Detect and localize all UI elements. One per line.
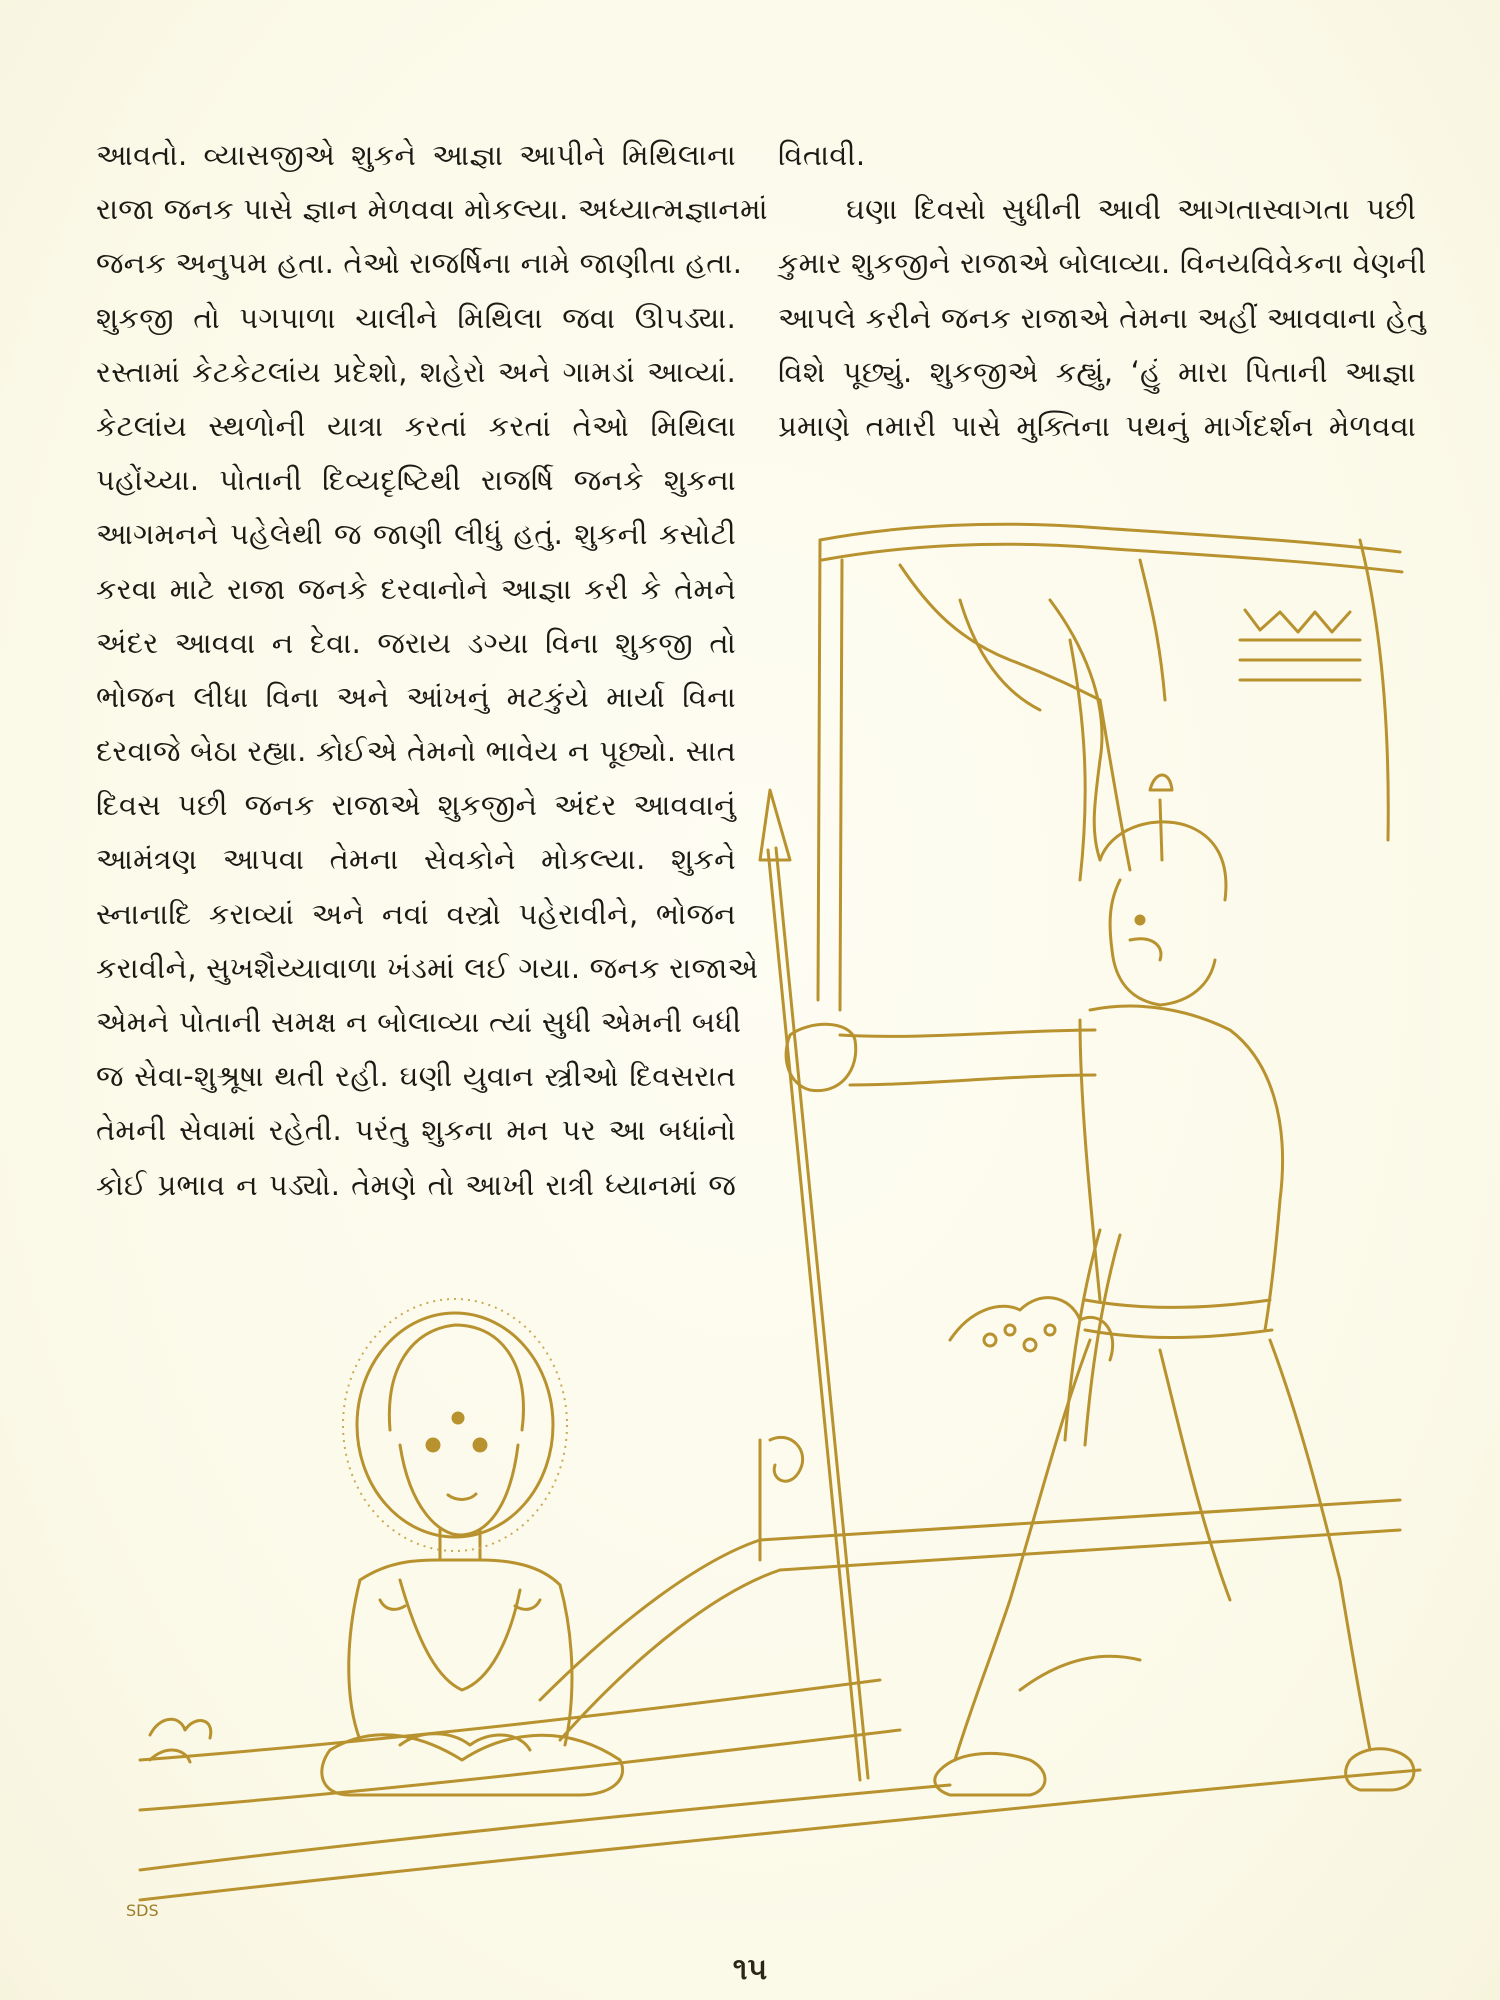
text-line: સ્નાનાદિ કરાવ્યાં અને નવાં વસ્ત્રો પહેરાવીને, ભોજન	[96, 896, 736, 931]
foliage-drawing	[150, 1298, 1113, 1762]
standing-guard-drawing	[760, 775, 1414, 1795]
text-line: આગમનને પહેલેથી જ જાણી લીધું હતું. શુકની કસોટી	[96, 517, 736, 552]
halo-drawing	[343, 1299, 567, 1551]
text-line: આપલે કરીને જનક રાજાએ તેમના અહીં આવવાના હેતુ	[778, 300, 1427, 335]
text-line: કેટલાંય સ્થળોની યાત્રા કરતાં કરતાં તેઓ મિથિલા	[96, 408, 736, 443]
text-line: જનક અનુપમ હતા. તેઓ રાજર્ષિના નામે જાણીતા હતા.	[96, 246, 743, 281]
seated-shuka-drawing	[322, 1313, 623, 1795]
text-line: વિશે પૂછ્યું. શુકજીએ કહ્યું, ‘હું મારા પિતાની આજ્ઞા	[778, 354, 1416, 389]
text-line: શુકજી તો પગપાળા ચાલીને મિથિલા જવા ઊપડ્યા.	[96, 300, 736, 335]
text-line: રાજા જનક પાસે જ્ઞાન મેળવવા મોકલ્યા. અધ્યાત્મજ્ઞાનમાં	[96, 192, 768, 227]
text-line: કરવા માટે રાજા જનકે દરવાનોને આજ્ઞા કરી કે તેમને	[96, 571, 736, 606]
text-line: આમંત્રણ આપવા તેમના સેવકોને મોકલ્યા. શુકને	[96, 842, 736, 877]
text-line: કરાવીને, સુખશૈય્યાવાળા ખંડમાં લઈ ગયા. જનક રાજાએ	[96, 950, 759, 985]
text-line: વિતાવી.	[778, 138, 866, 172]
floor-lines-drawing	[140, 1437, 1420, 1900]
text-line: પ્રમાણે તમારી પાસે મુક્તિના પથનું માર્ગદર્શન મેળવવા	[778, 408, 1416, 443]
text-line: દરવાજે બેઠા રહ્યા. કોઈએ તેમનો ભાવેય ન પૂછ્યો. સાત	[96, 734, 736, 769]
text-line: કોઈ પ્રભાવ ન પડ્યો. તેમણે તો આખી રાત્રી ધ્યાનમાં જ	[96, 1167, 736, 1202]
text-line: ભોજન લીધા વિના અને આંખનું મટકુંયે માર્યા વિના	[96, 679, 736, 714]
text-line: જ સેવા-શુશ્રૂષા થતી રહી. ઘણી યુવાન સ્ત્રીઓ દિવસરાત	[96, 1059, 736, 1094]
text-line: તેમની સેવામાં રહેતી. પરંતુ શુકના મન પર આ બધાંનો	[96, 1113, 736, 1148]
paragraph-start-line: ઘણા દિવસો સુધીની આવી આગતાસ્વાગતા પછી	[846, 192, 1416, 227]
text-line: રસ્તામાં કેટકેટલાંય પ્રદેશો, શહેરો અને ગામડાં આવ્યાં.	[96, 354, 736, 389]
palace-curtain-drawing	[818, 524, 1402, 1010]
text-line: દિવસ પછી જનક રાજાએ શુકજીને અંદર આવવાનું	[96, 788, 736, 823]
page-number: ૧૫	[732, 1952, 768, 1987]
left-text-column	[96, 128, 768, 1212]
text-line: એમને પોતાની સમક્ષ ન બોલાવ્યા ત્યાં સુધી એમની બધી	[96, 1005, 742, 1039]
right-text-column	[778, 128, 1427, 453]
text-line: અંદર આવવા ન દેવા. જરાય ડગ્યા વિના શુકજી તો	[96, 625, 736, 660]
text-line: આવતો. વ્યાસજીએ શુકને આજ્ઞા આપીને મિથિલાના	[96, 138, 736, 172]
artist-mark: SDS	[126, 1901, 159, 1920]
text-line: કુમાર શુકજીને રાજાએ બોલાવ્યા. વિનયવિવેકના વેણની	[778, 246, 1427, 281]
text-line: પહોંચ્યા. પોતાની દિવ્યદૃષ્ટિથી રાજર્ષિ જનકે શુકના	[96, 463, 736, 498]
